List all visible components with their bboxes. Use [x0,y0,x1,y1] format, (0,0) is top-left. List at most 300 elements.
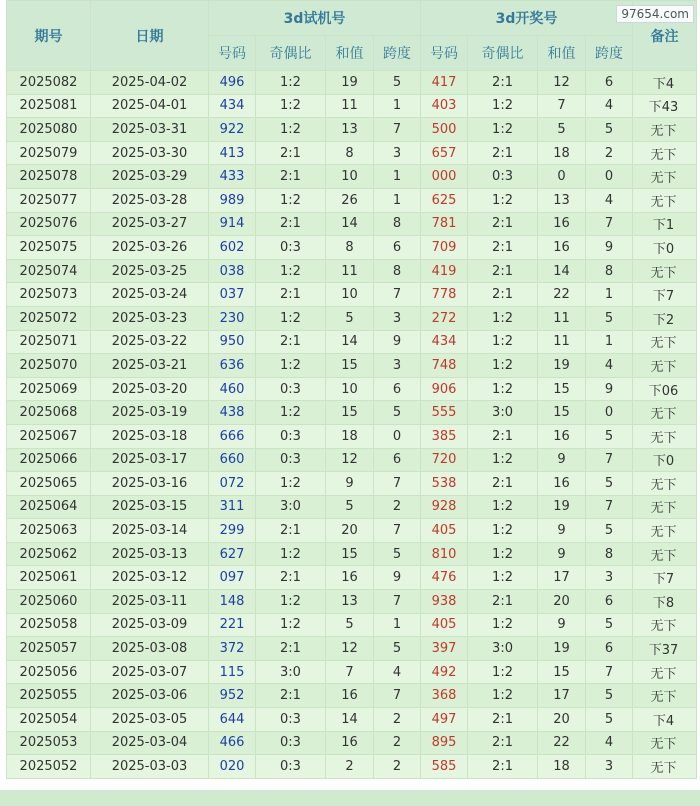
cell-note: 无下 [633,401,697,425]
cell-trial-span: 5 [374,71,421,95]
cell-draw-odd-even: 3:0 [468,401,538,425]
cell-note: 无下 [633,613,697,637]
cell-trial-span: 6 [374,377,421,401]
cell-draw-span: 5 [586,708,633,732]
cell-trial-sum: 16 [326,731,374,755]
cell-draw-number: 585 [421,755,468,779]
cell-trial-odd-even: 2:1 [256,519,326,543]
cell-draw-span: 1 [586,330,633,354]
cell-draw-number: 403 [421,94,468,118]
cell-trial-sum: 18 [326,424,374,448]
cell-draw-number: 906 [421,377,468,401]
cell-trial-sum: 15 [326,354,374,378]
header-trial-number: 号码 [209,36,256,71]
table-body [7,71,697,779]
cell-trial-sum: 5 [326,495,374,519]
table-row [7,141,697,165]
cell-period: 2025070 [7,354,91,378]
table-row [7,165,697,189]
cell-draw-sum: 18 [538,141,586,165]
cell-draw-odd-even: 0:3 [468,165,538,189]
cell-draw-sum: 15 [538,401,586,425]
header-trial-span: 跨度 [374,36,421,71]
header-trial-sum: 和值 [326,36,374,71]
cell-date: 2025-03-19 [91,401,209,425]
cell-draw-number: 368 [421,684,468,708]
cell-draw-sum: 13 [538,188,586,212]
cell-date: 2025-03-26 [91,236,209,260]
cell-trial-sum: 26 [326,188,374,212]
table-row [7,637,697,661]
cell-trial-sum: 15 [326,542,374,566]
cell-trial-sum: 19 [326,71,374,95]
table-row [7,259,697,283]
table-row [7,495,697,519]
cell-trial-sum: 16 [326,566,374,590]
cell-draw-sum: 0 [538,165,586,189]
cell-draw-odd-even: 2:1 [468,71,538,95]
table-row [7,731,697,755]
table-row [7,212,697,236]
cell-date: 2025-03-03 [91,755,209,779]
cell-note: 下8 [633,590,697,614]
cell-note: 无下 [633,141,697,165]
cell-trial-number: 460 [209,377,256,401]
cell-draw-sum: 19 [538,354,586,378]
cell-trial-span: 2 [374,708,421,732]
cell-draw-odd-even: 1:2 [468,566,538,590]
cell-period: 2025080 [7,118,91,142]
cell-trial-odd-even: 0:3 [256,755,326,779]
cell-draw-span: 3 [586,755,633,779]
cell-date: 2025-04-02 [91,71,209,95]
cell-draw-span: 4 [586,354,633,378]
cell-draw-odd-even: 2:1 [468,141,538,165]
cell-note: 无下 [633,354,697,378]
cell-trial-odd-even: 0:3 [256,236,326,260]
cell-trial-number: 950 [209,330,256,354]
cell-draw-span: 5 [586,424,633,448]
cell-draw-number: 476 [421,566,468,590]
cell-note: 无下 [633,118,697,142]
cell-draw-sum: 12 [538,71,586,95]
cell-period: 2025078 [7,165,91,189]
cell-trial-number: 148 [209,590,256,614]
cell-trial-number: 636 [209,354,256,378]
cell-trial-odd-even: 1:2 [256,94,326,118]
cell-draw-sum: 22 [538,283,586,307]
cell-date: 2025-03-21 [91,354,209,378]
cell-trial-odd-even: 1:2 [256,306,326,330]
cell-draw-number: 434 [421,330,468,354]
cell-trial-span: 3 [374,354,421,378]
header-trial-group: 3d试机号 [209,1,421,36]
cell-trial-odd-even: 0:3 [256,731,326,755]
cell-period: 2025061 [7,566,91,590]
cell-trial-number: 914 [209,212,256,236]
cell-trial-sum: 10 [326,165,374,189]
cell-trial-odd-even: 0:3 [256,448,326,472]
cell-trial-span: 6 [374,236,421,260]
cell-draw-span: 5 [586,118,633,142]
cell-draw-sum: 20 [538,708,586,732]
cell-draw-sum: 16 [538,236,586,260]
cell-date: 2025-03-09 [91,613,209,637]
cell-note: 无下 [633,424,697,448]
cell-trial-number: 372 [209,637,256,661]
cell-period: 2025071 [7,330,91,354]
cell-trial-number: 922 [209,118,256,142]
cell-period: 2025077 [7,188,91,212]
cell-trial-sum: 20 [326,519,374,543]
cell-draw-number: 497 [421,708,468,732]
cell-trial-number: 438 [209,401,256,425]
cell-trial-odd-even: 1:2 [256,542,326,566]
cell-draw-sum: 17 [538,684,586,708]
cell-trial-span: 7 [374,519,421,543]
cell-draw-odd-even: 2:1 [468,590,538,614]
header-draw-sum: 和值 [538,36,586,71]
header-draw-span: 跨度 [586,36,633,71]
cell-trial-number: 627 [209,542,256,566]
cell-note: 无下 [633,259,697,283]
cell-draw-sum: 5 [538,118,586,142]
cell-trial-sum: 11 [326,94,374,118]
cell-draw-span: 0 [586,165,633,189]
header-date: 日期 [91,1,209,71]
table-row [7,708,697,732]
cell-trial-odd-even: 2:1 [256,637,326,661]
cell-date: 2025-03-20 [91,377,209,401]
table-row [7,590,697,614]
cell-period: 2025067 [7,424,91,448]
cell-period: 2025062 [7,542,91,566]
cell-note: 无下 [633,495,697,519]
cell-draw-odd-even: 2:1 [468,472,538,496]
cell-trial-odd-even: 2:1 [256,330,326,354]
header-period: 期号 [7,1,91,71]
cell-trial-span: 1 [374,165,421,189]
cell-draw-span: 5 [586,613,633,637]
cell-draw-sum: 16 [538,424,586,448]
cell-draw-span: 6 [586,637,633,661]
table-row [7,424,697,448]
cell-draw-number: 500 [421,118,468,142]
cell-trial-sum: 11 [326,259,374,283]
cell-draw-span: 1 [586,283,633,307]
cell-trial-number: 413 [209,141,256,165]
cell-trial-odd-even: 3:0 [256,495,326,519]
cell-trial-span: 3 [374,306,421,330]
cell-trial-span: 1 [374,94,421,118]
cell-draw-odd-even: 1:2 [468,495,538,519]
cell-trial-number: 666 [209,424,256,448]
bottom-strip [0,790,700,806]
cell-trial-sum: 14 [326,212,374,236]
cell-trial-sum: 8 [326,141,374,165]
cell-note: 下37 [633,637,697,661]
cell-draw-sum: 11 [538,330,586,354]
cell-draw-span: 8 [586,542,633,566]
cell-trial-number: 038 [209,259,256,283]
cell-draw-number: 709 [421,236,468,260]
cell-trial-number: 097 [209,566,256,590]
cell-trial-odd-even: 1:2 [256,401,326,425]
cell-trial-sum: 14 [326,708,374,732]
cell-draw-span: 7 [586,660,633,684]
cell-period: 2025074 [7,259,91,283]
cell-trial-odd-even: 2:1 [256,566,326,590]
cell-draw-number: 928 [421,495,468,519]
cell-note: 无下 [633,330,697,354]
cell-note: 无下 [633,472,697,496]
table-row [7,401,697,425]
cell-note: 下43 [633,94,697,118]
cell-draw-odd-even: 2:1 [468,424,538,448]
cell-draw-odd-even: 1:2 [468,188,538,212]
cell-trial-span: 0 [374,424,421,448]
cell-draw-sum: 16 [538,212,586,236]
cell-trial-number: 299 [209,519,256,543]
cell-draw-odd-even: 1:2 [468,354,538,378]
cell-period: 2025056 [7,660,91,684]
cell-trial-sum: 13 [326,590,374,614]
cell-trial-number: 660 [209,448,256,472]
cell-draw-sum: 7 [538,94,586,118]
cell-trial-span: 2 [374,755,421,779]
cell-draw-odd-even: 3:0 [468,637,538,661]
cell-trial-number: 434 [209,94,256,118]
cell-trial-odd-even: 0:3 [256,377,326,401]
cell-date: 2025-03-18 [91,424,209,448]
cell-period: 2025082 [7,71,91,95]
cell-period: 2025066 [7,448,91,472]
cell-draw-number: 272 [421,306,468,330]
cell-draw-sum: 15 [538,377,586,401]
cell-period: 2025052 [7,755,91,779]
cell-draw-sum: 9 [538,613,586,637]
cell-trial-sum: 8 [326,236,374,260]
cell-trial-span: 9 [374,566,421,590]
cell-draw-odd-even: 1:2 [468,660,538,684]
cell-draw-sum: 15 [538,660,586,684]
cell-draw-span: 7 [586,495,633,519]
cell-period: 2025058 [7,613,91,637]
cell-note: 下06 [633,377,697,401]
cell-draw-odd-even: 2:1 [468,212,538,236]
cell-trial-span: 2 [374,731,421,755]
cell-date: 2025-03-16 [91,472,209,496]
cell-draw-odd-even: 1:2 [468,448,538,472]
cell-trial-sum: 15 [326,401,374,425]
cell-draw-number: 538 [421,472,468,496]
cell-draw-sum: 17 [538,566,586,590]
cell-date: 2025-03-27 [91,212,209,236]
cell-trial-span: 6 [374,448,421,472]
cell-draw-span: 8 [586,259,633,283]
header-trial-odd-even: 奇偶比 [256,36,326,71]
cell-draw-sum: 16 [538,472,586,496]
cell-trial-sum: 9 [326,472,374,496]
cell-date: 2025-03-31 [91,118,209,142]
table-row [7,377,697,401]
cell-trial-odd-even: 1:2 [256,354,326,378]
cell-trial-sum: 16 [326,684,374,708]
cell-trial-number: 433 [209,165,256,189]
table-row [7,519,697,543]
cell-draw-number: 000 [421,165,468,189]
header-draw-odd-even: 奇偶比 [468,36,538,71]
cell-trial-number: 072 [209,472,256,496]
cell-trial-sum: 13 [326,118,374,142]
cell-date: 2025-03-11 [91,590,209,614]
cell-draw-span: 5 [586,684,633,708]
table-row [7,71,697,95]
lottery-table-wrapper [6,0,696,779]
cell-period: 2025075 [7,236,91,260]
cell-period: 2025076 [7,212,91,236]
cell-trial-span: 7 [374,118,421,142]
cell-trial-sum: 12 [326,448,374,472]
cell-draw-span: 6 [586,71,633,95]
table-row [7,660,697,684]
table-row [7,236,697,260]
cell-trial-span: 4 [374,660,421,684]
cell-note: 下1 [633,212,697,236]
cell-period: 2025055 [7,684,91,708]
cell-date: 2025-03-28 [91,188,209,212]
cell-trial-number: 221 [209,613,256,637]
cell-draw-span: 5 [586,472,633,496]
cell-note: 下0 [633,448,697,472]
cell-draw-span: 9 [586,377,633,401]
cell-trial-span: 5 [374,542,421,566]
header-draw-group: 3d开奖号 [421,1,633,36]
cell-draw-number: 417 [421,71,468,95]
cell-draw-sum: 11 [538,306,586,330]
cell-draw-odd-even: 2:1 [468,755,538,779]
cell-draw-number: 555 [421,401,468,425]
cell-period: 2025068 [7,401,91,425]
cell-date: 2025-03-25 [91,259,209,283]
cell-draw-span: 0 [586,401,633,425]
cell-draw-odd-even: 2:1 [468,259,538,283]
cell-trial-sum: 7 [326,660,374,684]
cell-draw-odd-even: 2:1 [468,708,538,732]
cell-note: 无下 [633,684,697,708]
cell-note: 下4 [633,708,697,732]
cell-period: 2025063 [7,519,91,543]
cell-trial-odd-even: 2:1 [256,141,326,165]
cell-draw-span: 6 [586,590,633,614]
cell-draw-span: 9 [586,236,633,260]
cell-period: 2025060 [7,590,91,614]
cell-draw-odd-even: 1:2 [468,306,538,330]
table-row [7,306,697,330]
cell-trial-sum: 10 [326,283,374,307]
table-row [7,94,697,118]
cell-date: 2025-03-14 [91,519,209,543]
cell-trial-sum: 14 [326,330,374,354]
cell-draw-odd-even: 1:2 [468,613,538,637]
table-row [7,118,697,142]
cell-trial-number: 230 [209,306,256,330]
cell-trial-span: 7 [374,472,421,496]
cell-draw-number: 810 [421,542,468,566]
table-row [7,755,697,779]
cell-trial-span: 8 [374,259,421,283]
cell-date: 2025-03-29 [91,165,209,189]
table-row [7,283,697,307]
cell-trial-span: 3 [374,141,421,165]
cell-trial-odd-even: 1:2 [256,259,326,283]
cell-trial-odd-even: 1:2 [256,472,326,496]
cell-draw-sum: 18 [538,755,586,779]
cell-draw-sum: 22 [538,731,586,755]
cell-period: 2025081 [7,94,91,118]
cell-date: 2025-03-24 [91,283,209,307]
cell-draw-odd-even: 1:2 [468,542,538,566]
cell-draw-sum: 9 [538,542,586,566]
cell-note: 下7 [633,283,697,307]
cell-draw-sum: 19 [538,495,586,519]
cell-trial-odd-even: 1:2 [256,613,326,637]
table-row [7,188,697,212]
cell-draw-span: 5 [586,306,633,330]
cell-date: 2025-03-08 [91,637,209,661]
cell-note: 无下 [633,755,697,779]
site-watermark: 97654.com [616,5,694,23]
cell-note: 无下 [633,660,697,684]
cell-draw-odd-even: 1:2 [468,377,538,401]
cell-note: 无下 [633,542,697,566]
cell-trial-number: 466 [209,731,256,755]
cell-trial-number: 952 [209,684,256,708]
cell-trial-sum: 5 [326,306,374,330]
cell-draw-number: 895 [421,731,468,755]
table-row [7,354,697,378]
cell-draw-sum: 19 [538,637,586,661]
cell-draw-sum: 20 [538,590,586,614]
cell-period: 2025072 [7,306,91,330]
cell-date: 2025-03-30 [91,141,209,165]
cell-date: 2025-03-17 [91,448,209,472]
cell-trial-odd-even: 2:1 [256,165,326,189]
cell-draw-odd-even: 2:1 [468,283,538,307]
table-row [7,448,697,472]
cell-date: 2025-03-05 [91,708,209,732]
cell-note: 无下 [633,731,697,755]
cell-trial-odd-even: 0:3 [256,708,326,732]
cell-trial-span: 1 [374,613,421,637]
cell-trial-span: 7 [374,590,421,614]
cell-draw-sum: 9 [538,448,586,472]
cell-trial-span: 1 [374,188,421,212]
cell-draw-odd-even: 1:2 [468,118,538,142]
cell-period: 2025054 [7,708,91,732]
cell-draw-number: 938 [421,590,468,614]
cell-draw-odd-even: 1:2 [468,330,538,354]
cell-date: 2025-03-06 [91,684,209,708]
cell-trial-span: 7 [374,684,421,708]
cell-note: 下7 [633,566,697,590]
cell-trial-sum: 2 [326,755,374,779]
cell-draw-span: 4 [586,188,633,212]
cell-trial-odd-even: 3:0 [256,660,326,684]
cell-trial-odd-even: 0:3 [256,424,326,448]
cell-draw-number: 397 [421,637,468,661]
lottery-3d-table [6,0,697,779]
